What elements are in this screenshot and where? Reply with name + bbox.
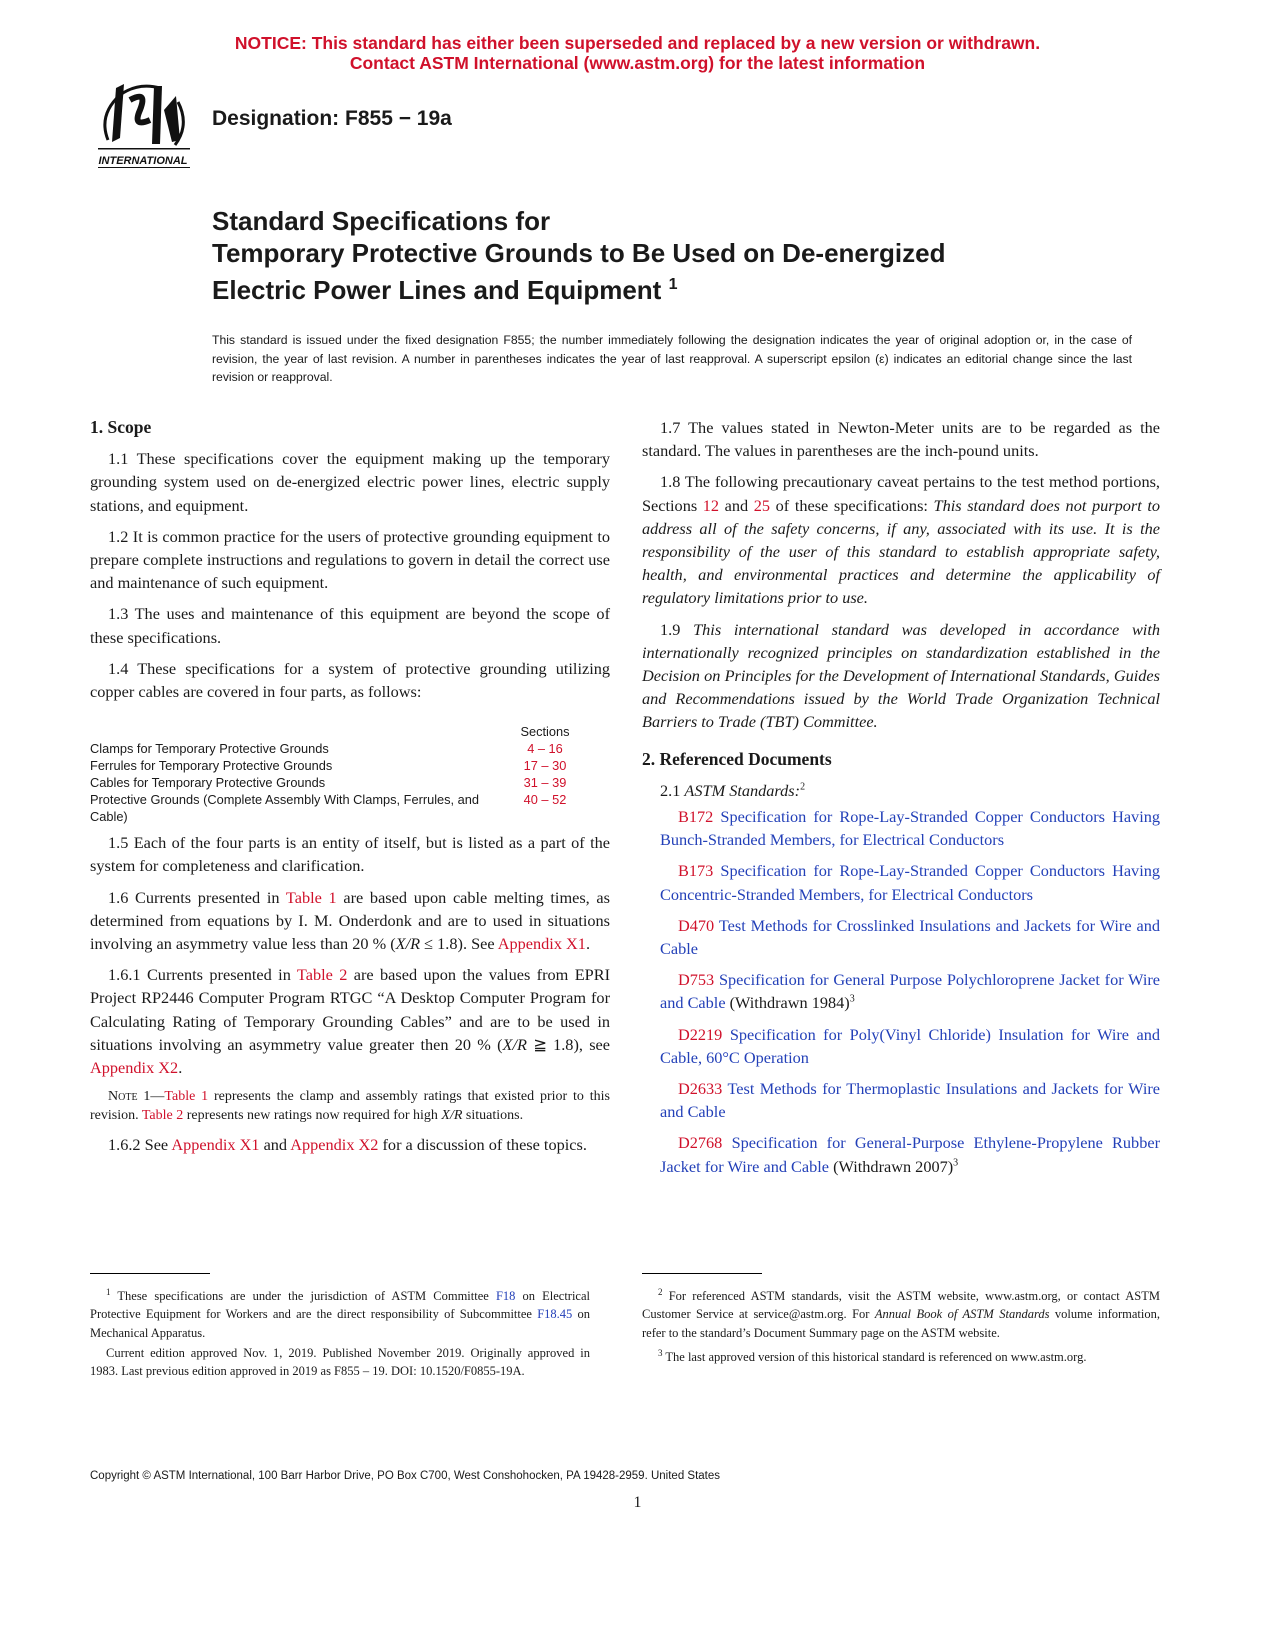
paragraph-1-6 xyxy=(90,886,610,956)
reference-code-link[interactable]: B173 xyxy=(678,861,714,881)
text: Annual Book of ASTM Standards xyxy=(874,1307,1050,1322)
sections-range-link[interactable]: 40 – 52 xyxy=(523,792,567,808)
sections-range-link[interactable]: 31 – 39 xyxy=(523,775,567,791)
footnote-mark: 2 xyxy=(800,781,806,793)
text: The last approved version of this historical standard is referenced on www.astm.org. xyxy=(662,1349,1087,1364)
footnote-1 xyxy=(90,1283,590,1342)
paragraph-1-1: 1.1 These specifications cover the equipment making up the temporary grounding system used on de-energized electric power lines, electric supply stations, and equipment. xyxy=(90,449,610,515)
text: 1.6 Currents presented in xyxy=(108,887,286,907)
paragraph-1-7: 1.7 The values stated in Newton-Meter units are to be regarded as the standard. The values in parentheses are the inch-pound units. xyxy=(642,418,1160,461)
reference-title-link[interactable]: Specification for Rope-Lay-Stranded Copper Conductors Having Concentric-Stranded Members, for Electrical Conductors xyxy=(660,861,1161,904)
appendix-x2-link[interactable]: Appendix X2 xyxy=(290,1135,379,1155)
notice-line-2: Contact ASTM International (www.astm.org) for the latest information xyxy=(349,53,926,73)
list-item xyxy=(642,1131,1160,1177)
title-line-3: Electric Power Lines and Equipment xyxy=(212,275,662,305)
text: volume information, refer to the standard’s Document Summary page on the ASTM website. xyxy=(642,1307,1160,1340)
subsection-2-1 xyxy=(642,779,1160,802)
footnote-1-edition: Current edition approved Nov. 1, 2019. Published November 2019. Originally approved in 1983. Last previous edition approved in 2019 as F855 – 19. DOI: 10.1520/F0855-19A. xyxy=(90,1345,590,1378)
copyright-line: Copyright © ASTM International, 100 Barr Harbor Drive, PO Box C700, West Conshohocken, PA 19428-2959. United States xyxy=(90,1470,721,1482)
list-item xyxy=(642,968,1160,1014)
part-name: Cables for Temporary Protective Grounds xyxy=(90,775,326,791)
paragraph-1-8 xyxy=(642,470,1160,609)
paragraph-1-2: 1.2 It is common practice for the users of protective grounding equipment to prepare complete instructions and regulations to govern in detail the correct use and maintenance of such equipment. xyxy=(90,526,610,593)
table-row xyxy=(90,757,580,774)
reference-code-link[interactable]: D2219 xyxy=(678,1024,723,1044)
text: . xyxy=(178,1058,183,1078)
reference-title-link[interactable]: Specification for General-Purpose Ethylene-Propylene Rubber Jacket for Wire and Cable xyxy=(660,1133,1160,1176)
sections-column-header: Sections xyxy=(520,724,570,740)
reference-title-link[interactable]: Test Methods for Crosslinked Insulations and Jackets for Wire and Cable xyxy=(660,915,1160,959)
text: . xyxy=(585,934,591,954)
sections-range-link[interactable]: 4 – 16 xyxy=(527,741,563,757)
reference-code-link[interactable]: B172 xyxy=(678,807,714,827)
text: ≤ 1.8). See xyxy=(420,934,498,954)
wto-statement: This international standard was developed in accordance with internationally recognized principles on standardization established in the Decision on Principles for the Development of International Standards, Guides and Recommendations issued by the World Trade Organization Technical Barriers to Trade (TBT) Committee. xyxy=(642,619,1160,732)
footnote-mark: 3 xyxy=(658,1347,663,1358)
text: and xyxy=(719,495,754,515)
text: ASTM Standards: xyxy=(684,780,801,800)
table-header-row xyxy=(90,711,580,740)
table-1-link[interactable]: Table 1 xyxy=(164,1089,209,1105)
title-line-2: Temporary Protective Grounds to Be Used on De-energized xyxy=(212,238,946,268)
text: situations. xyxy=(462,1108,524,1124)
reference-code-link[interactable]: D2633 xyxy=(678,1079,723,1099)
notice-line-1: NOTICE: This standard has either been superseded and replaced by a new version or withdrawn. xyxy=(234,33,1041,53)
text: (Withdrawn 2007) xyxy=(829,1156,954,1176)
superseded-notice xyxy=(0,33,1275,73)
reference-title-link[interactable]: Specification for General Purpose Polychloroprene Jacket for Wire and Cable xyxy=(660,970,1160,1013)
safety-caveat: This standard does not purport to address all of the safety concerns, if any, associated with its use. It is the responsibility of the user of this standard to establish appropriate safety, health, and environmental practices and determine the applicability of regulatory limitations prior to use. xyxy=(642,495,1160,608)
issue-note: This standard is issued under the fixed designation F855; the number immediately following the designation indicates the year of original adoption or, in the case of revision, the year of last revision. A number in parentheses indicates the year of last reapproval. A superscript epsilon (ε) indicates an editorial change since the last revision or reapproval. xyxy=(212,333,1132,385)
text: X/R xyxy=(441,1108,463,1124)
appendix-x1-link[interactable]: Appendix X1 xyxy=(171,1135,260,1155)
sections-range-link[interactable]: 17 – 30 xyxy=(523,758,567,774)
text: of these specifications: xyxy=(770,495,934,515)
footnote-2 xyxy=(642,1283,1160,1342)
text: and xyxy=(259,1135,291,1155)
title-footnote-mark: 1 xyxy=(668,276,678,293)
text: represents the clamp and assembly ratings that existed prior to this revision. xyxy=(90,1089,610,1124)
text: are based upon the values from EPRI Project RP2446 Computer Program RTGC “A Desktop Computer Program for Calculating Rating of Temporary Grounding Cables” and are to be used in situations involving an asymmetry value greater then 20 % ( xyxy=(90,965,610,1054)
text: For referenced ASTM standards, visit the ASTM website, www.astm.org, or contact ASTM Customer Service at service@astm.org. For xyxy=(642,1289,1160,1322)
text: These specifications are under the jurisdiction of ASTM Committee xyxy=(110,1289,496,1304)
list-item xyxy=(642,1023,1160,1069)
table-2-link[interactable]: Table 2 xyxy=(296,965,348,985)
paragraph-1-9 xyxy=(642,618,1160,734)
appendix-x1-link[interactable]: Appendix X1 xyxy=(497,934,586,954)
logo-text: INTERNATIONAL xyxy=(98,155,188,167)
reference-list xyxy=(642,805,1160,1178)
paragraph-1-4: 1.4 These specifications for a system of protective grounding utilizing copper cables are covered in four parts, as follows: xyxy=(90,658,610,702)
reference-code-link[interactable]: D753 xyxy=(678,970,715,990)
list-item xyxy=(642,805,1160,851)
part-name: Protective Grounds (Complete Assembly With Clamps, Ferrules, and Cable) xyxy=(90,792,480,825)
table-row xyxy=(90,791,580,825)
paragraph-1-5: 1.5 Each of the four parts is an entity of itself, but is listed as a part of the system for completeness and clarification. xyxy=(90,833,610,876)
text: ≧ 1.8), see xyxy=(526,1034,610,1054)
subcommittee-f18-45-link[interactable]: F18.45 xyxy=(537,1307,573,1322)
text: are based upon cable melting times, as determined from equations by I. M. Onderdonk and are to used in situations involving an asymmetry value less than 20 % ( xyxy=(90,887,610,954)
footnote-divider-right xyxy=(642,1273,762,1274)
document-title xyxy=(212,205,1172,306)
text: X/R xyxy=(395,934,421,954)
astm-logo-icon xyxy=(90,80,196,170)
section-heading-referenced-documents: 2. Referenced Documents xyxy=(642,748,832,769)
title-line-1: Standard Specifications for xyxy=(212,206,551,236)
section-heading-scope: 1. Scope xyxy=(90,417,152,437)
footnote-divider-left xyxy=(90,1273,210,1274)
parts-sections-table xyxy=(90,711,580,825)
list-item xyxy=(642,859,1160,905)
footnotes-right xyxy=(642,1283,1160,1368)
section-12-link[interactable]: 12 xyxy=(702,495,720,515)
text: 1.6.1 Currents presented in xyxy=(108,965,297,985)
reference-code-link[interactable]: D2768 xyxy=(678,1133,723,1153)
page-number: 1 xyxy=(633,1494,642,1511)
note-1 xyxy=(90,1087,610,1125)
section-25-link[interactable]: 25 xyxy=(753,495,771,515)
committee-f18-link[interactable]: F18 xyxy=(495,1289,516,1304)
list-item xyxy=(642,1077,1160,1123)
footnote-mark: 3 xyxy=(953,1157,959,1169)
text: on Mechanical Apparatus. xyxy=(90,1307,591,1340)
text: represents new ratings now required for high xyxy=(183,1108,442,1124)
text: 2.1 xyxy=(660,780,685,800)
left-column xyxy=(90,416,610,1164)
table-2-link[interactable]: Table 2 xyxy=(141,1108,184,1124)
note-label: Note 1— xyxy=(108,1089,165,1105)
designation: Designation: F855 − 19a xyxy=(212,107,452,130)
appendix-x2-link[interactable]: Appendix X2 xyxy=(90,1058,179,1078)
text: X/R xyxy=(502,1034,527,1054)
text: (Withdrawn 1984) xyxy=(725,993,850,1013)
right-column xyxy=(642,416,1160,1186)
text: 1.9 xyxy=(660,619,694,639)
paragraph-1-6-1 xyxy=(90,963,610,1079)
part-name: Ferrules for Temporary Protective Grounds xyxy=(90,758,333,774)
footnote-3 xyxy=(642,1344,1160,1366)
text: 1.8 The following precautionary caveat pertains to the test method portions, Sections xyxy=(642,472,1160,515)
table-1-link[interactable]: Table 1 xyxy=(285,887,337,907)
footnote-mark: 3 xyxy=(849,994,855,1006)
text: on Electrical Protective Equipment for Workers and are the direct responsibility of Subcommittee xyxy=(90,1289,591,1322)
table-row xyxy=(90,774,580,791)
reference-title-link[interactable]: Test Methods for Thermoplastic Insulations and Jackets for Wire and Cable xyxy=(660,1079,1160,1122)
footnotes-left xyxy=(90,1283,590,1382)
paragraph-1-6-2 xyxy=(90,1133,610,1156)
reference-title-link[interactable]: Specification for Poly(Vinyl Chloride) Insulation for Wire and Cable, 60°C Operation xyxy=(660,1024,1160,1067)
list-item xyxy=(642,914,1160,960)
paragraph-1-3: 1.3 The uses and maintenance of this equipment are beyond the scope of these specifications. xyxy=(90,604,610,647)
table-row xyxy=(90,740,580,757)
reference-title-link[interactable]: Specification for Rope-Lay-Stranded Copper Conductors Having Bunch-Stranded Members, for Electrical Conductors xyxy=(660,807,1161,850)
footnote-mark: 2 xyxy=(658,1287,663,1297)
text: for a discussion of these topics. xyxy=(378,1135,587,1155)
footnote-mark: 1 xyxy=(106,1287,111,1297)
part-name: Clamps for Temporary Protective Grounds xyxy=(90,741,329,757)
reference-code-link[interactable]: D470 xyxy=(678,915,715,935)
text: 1.6.2 See xyxy=(108,1135,172,1155)
